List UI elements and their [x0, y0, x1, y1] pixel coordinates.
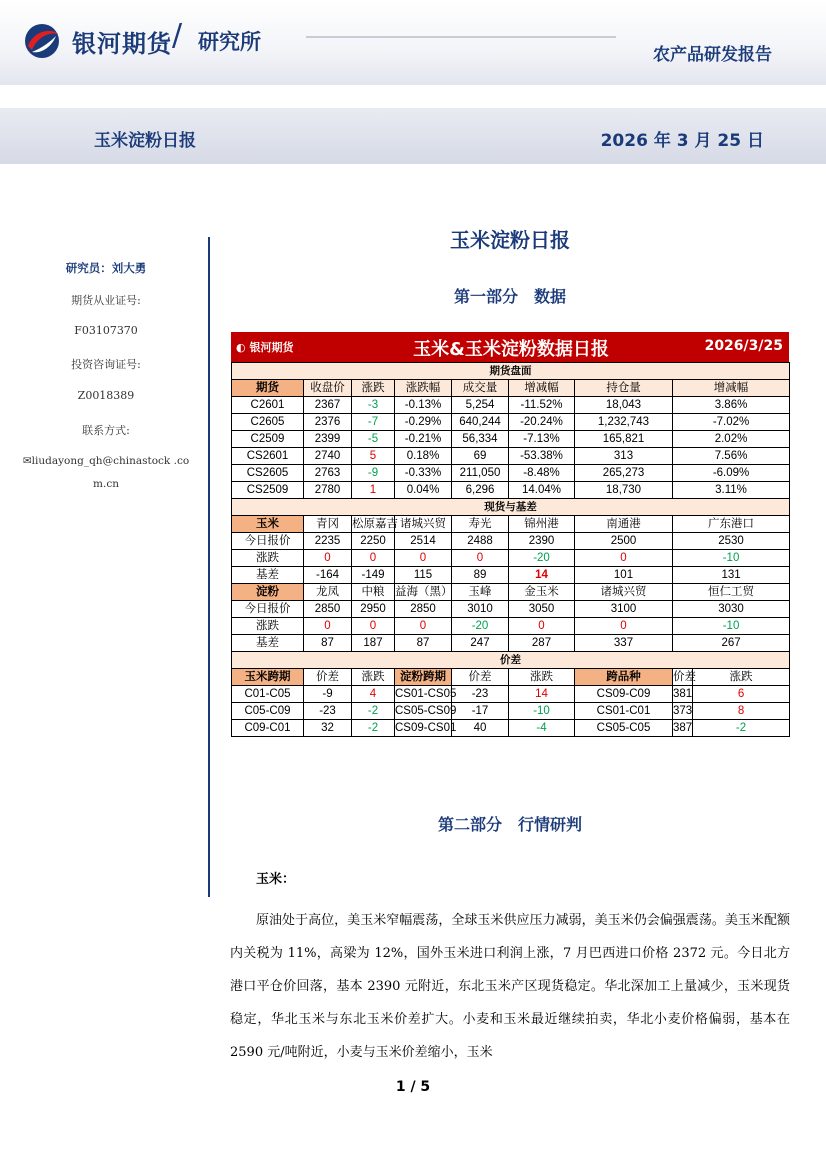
email-line[interactable] [10, 455, 202, 467]
table-cell: -9 [352, 465, 395, 482]
table-cell: 2250 [352, 533, 395, 550]
table-title: 玉米&玉米淀粉数据日报 [413, 339, 609, 360]
change-row [232, 550, 790, 567]
table-cell: 诸城兴贸 [575, 584, 673, 601]
section-1-title: 第一部分 数据 [453, 287, 566, 306]
header-divider [306, 36, 616, 38]
table-cell: 0 [575, 618, 673, 635]
table-cell: 267 [673, 635, 790, 652]
spread-row [232, 703, 790, 720]
table-cell: 寿光 [452, 516, 509, 533]
table-cell: 287 [509, 635, 575, 652]
band-title: 玉米淀粉日报 [94, 131, 196, 151]
table-cell: -23 [304, 703, 352, 720]
table-cell: 2390 [509, 533, 575, 550]
logo-slash: / [172, 18, 183, 53]
price-row [232, 533, 790, 550]
section-2-title: 第二部分 行情研判 [437, 815, 582, 834]
table-cell: 8 [693, 703, 790, 720]
table-cell: CS2509 [232, 482, 304, 499]
table-cell: 龙凤 [304, 584, 352, 601]
table-cell: 中粮 [352, 584, 395, 601]
table-cell: -8.48% [509, 465, 575, 482]
corn-subheading: 玉米： [256, 872, 296, 887]
table-cell: -5 [352, 431, 395, 448]
data-grid [231, 362, 790, 737]
table-cell: 0 [352, 618, 395, 635]
table-cell: 诸城兴贸 [395, 516, 452, 533]
table-cell: 89 [452, 567, 509, 584]
table-cell: 增减幅 [673, 380, 790, 397]
data-table [231, 332, 789, 737]
table-cell: 247 [452, 635, 509, 652]
table-cell: -7 [352, 414, 395, 431]
futures-row [232, 482, 790, 499]
table-cell: 2488 [452, 533, 509, 550]
band-date: 2026 年 3 月 25 日 [600, 131, 764, 151]
table-cell: 玉米跨期 [232, 669, 304, 686]
table-cell: CS2605 [232, 465, 304, 482]
table-cell: 2950 [352, 601, 395, 618]
table-cell: 价差 [304, 669, 352, 686]
table-cell: -7.02% [673, 414, 790, 431]
price-row [232, 601, 790, 618]
table-cell: 6,296 [452, 482, 509, 499]
table-cell: 5,254 [452, 397, 509, 414]
logo-department: 研究所 [198, 30, 261, 54]
table-cell: 今日报价 [232, 533, 304, 550]
table-cell: 387 [673, 720, 693, 737]
spot-section-bar: 现货与基差 [232, 499, 790, 516]
table-cell: 0 [395, 618, 452, 635]
table-cell: 涨跌 [693, 669, 790, 686]
table-cell: 2399 [304, 431, 352, 448]
table-cell: -20.24% [509, 414, 575, 431]
futures-row [232, 431, 790, 448]
table-cell: 313 [575, 448, 673, 465]
table-cell: 0.18% [395, 448, 452, 465]
table-cell: 165,821 [575, 431, 673, 448]
table-cell: -11.52% [509, 397, 575, 414]
table-cell: -6.09% [673, 465, 790, 482]
futures-bar-row [232, 363, 790, 380]
mail-icon: ✉ [22, 455, 32, 467]
table-cell: 基差 [232, 567, 304, 584]
license-label: 期货从业证号: [71, 294, 141, 307]
table-cell: 0 [575, 550, 673, 567]
table-cell: 87 [395, 635, 452, 652]
table-cell: 涨跌 [232, 550, 304, 567]
table-cell: 101 [575, 567, 673, 584]
table-cell: 期货 [232, 380, 304, 397]
table-cell: 3.86% [673, 397, 790, 414]
table-cell: 广东港口 [673, 516, 790, 533]
table-cell: 265,273 [575, 465, 673, 482]
advisor-number: Z0018389 [77, 389, 135, 402]
table-cell: -20 [452, 618, 509, 635]
basis-row [232, 567, 790, 584]
spread-header-row [232, 669, 790, 686]
table-cell: -10 [673, 618, 790, 635]
table-cell: 40 [452, 720, 509, 737]
document-title: 玉米淀粉日报 [450, 228, 570, 252]
email-text-1: liudayong_qh@chinastock .co [31, 455, 190, 467]
table-cell: 1 [352, 482, 395, 499]
table-cell: 益海（黑） [395, 584, 452, 601]
table-cell: -164 [304, 567, 352, 584]
table-cell: 锦州港 [509, 516, 575, 533]
table-cell: 增减幅 [509, 380, 575, 397]
table-cell: 2500 [575, 533, 673, 550]
table-cell: 87 [304, 635, 352, 652]
table-cell: CS09-C09 [575, 686, 673, 703]
spread-row [232, 720, 790, 737]
table-cell: -0.13% [395, 397, 452, 414]
galaxy-logo-icon [22, 22, 62, 60]
change-row [232, 618, 790, 635]
table-cell: CS05-C05 [575, 720, 673, 737]
table-cell: 0 [509, 618, 575, 635]
starch-header-row [232, 584, 790, 601]
table-cell: 松原嘉吉 [352, 516, 395, 533]
table-cell: -0.33% [395, 465, 452, 482]
table-cell: -10 [673, 550, 790, 567]
table-cell: 青冈 [304, 516, 352, 533]
table-cell: 18,730 [575, 482, 673, 499]
table-cell: -17 [452, 703, 509, 720]
table-cell: -10 [509, 703, 575, 720]
table-cell: 1,232,743 [575, 414, 673, 431]
table-cell: CS01-CS05 [395, 686, 452, 703]
advisor-label: 投资咨询证号: [71, 358, 141, 371]
table-cell: C01-C05 [232, 686, 304, 703]
table-cell: 381 [673, 686, 693, 703]
table-cell: 3050 [509, 601, 575, 618]
table-cell: 0 [395, 550, 452, 567]
table-cell: 211,050 [452, 465, 509, 482]
analysis-text: 原油处于高位，美玉米窄幅震荡，全球玉米供应压力减弱，美玉米仍会偏强震荡。美玉米配额内关税为 11%，高梁为 12%，国外玉米进口利润上涨，7 月巴西进口价格 2372 元。今日北方港口平仓价回落，基本 2390 元附近，东北玉米产区现货稳定。华北深加工上量减少，玉米现货稳定，华北玉米与东北玉米价差扩大。小麦和玉米最近继续拍卖，华北小麦价格偏弱，基本在 2590 元/吨附近，小麦与玉米价差缩小，玉米 [230, 913, 790, 1060]
table-cell: 2367 [304, 397, 352, 414]
table-cell: 2.02% [673, 431, 790, 448]
table-cell: 0 [304, 550, 352, 567]
table-cell: 18,043 [575, 397, 673, 414]
table-cell: -53.38% [509, 448, 575, 465]
table-cell: C09-C01 [232, 720, 304, 737]
table-cell: 14 [509, 567, 575, 584]
table-cell: 7.56% [673, 448, 790, 465]
table-cell: C2605 [232, 414, 304, 431]
futures-row [232, 465, 790, 482]
futures-row [232, 397, 790, 414]
table-cell: 南通港 [575, 516, 673, 533]
email-line-2: m.cn [93, 478, 119, 490]
table-cell: -0.29% [395, 414, 452, 431]
table-cell: CS01-C01 [575, 703, 673, 720]
table-badge: ◐ 银河期货 [236, 338, 311, 357]
table-cell: 价差 [452, 669, 509, 686]
spread-bar-row [232, 652, 790, 669]
table-cell: 0 [452, 550, 509, 567]
table-cell: 2514 [395, 533, 452, 550]
table-cell: 6 [693, 686, 790, 703]
table-cell: 3030 [673, 601, 790, 618]
table-cell: CS2601 [232, 448, 304, 465]
table-cell: 玉米 [232, 516, 304, 533]
table-cell: 2850 [304, 601, 352, 618]
table-cell: 淀粉 [232, 584, 304, 601]
table-cell: -7.13% [509, 431, 575, 448]
table-cell: 今日报价 [232, 601, 304, 618]
researcher: 研究员：刘大勇 [65, 261, 147, 275]
table-cell: 价差 [673, 669, 693, 686]
table-cell: 32 [304, 720, 352, 737]
table-cell: 640,244 [452, 414, 509, 431]
table-cell: 4 [352, 686, 395, 703]
spread-row [232, 686, 790, 703]
table-cell: 2780 [304, 482, 352, 499]
table-cell: 56,334 [452, 431, 509, 448]
table-cell: 187 [352, 635, 395, 652]
futures-header-row [232, 380, 790, 397]
license-number: F03107370 [74, 324, 138, 337]
table-cell: 14 [509, 686, 575, 703]
table-cell: 涨跌 [232, 618, 304, 635]
futures-section-bar: 期货盘面 [232, 363, 790, 380]
table-cell: 2763 [304, 465, 352, 482]
table-cell: 5 [352, 448, 395, 465]
table-cell: 0 [352, 550, 395, 567]
table-cell: 金玉米 [509, 584, 575, 601]
table-cell: 373 [673, 703, 693, 720]
table-cell: 涨跌幅 [395, 380, 452, 397]
table-cell: -2 [352, 703, 395, 720]
table-cell: 69 [452, 448, 509, 465]
table-cell: 淀粉跨期 [395, 669, 452, 686]
table-cell: 115 [395, 567, 452, 584]
table-cell: 3.11% [673, 482, 790, 499]
table-cell: 0 [304, 618, 352, 635]
table-cell: -2 [352, 720, 395, 737]
table-cell: 恒仁工贸 [673, 584, 790, 601]
table-cell: 收盘价 [304, 380, 352, 397]
table-cell: 14.04% [509, 482, 575, 499]
table-cell: -4 [509, 720, 575, 737]
report-type: 农产品研发报告 [653, 45, 772, 65]
page-number: 1 / 5 [395, 1079, 431, 1095]
basis-row [232, 635, 790, 652]
table-cell: C2601 [232, 397, 304, 414]
corn-header-row [232, 516, 790, 533]
table-cell: -23 [452, 686, 509, 703]
table-cell: 跨品种 [575, 669, 673, 686]
table-cell: 131 [673, 567, 790, 584]
table-cell: 2530 [673, 533, 790, 550]
futures-row [232, 414, 790, 431]
badge-logo-icon: ◐ [236, 341, 246, 354]
table-cell: C2509 [232, 431, 304, 448]
spot-bar-row [232, 499, 790, 516]
table-cell: 2235 [304, 533, 352, 550]
table-cell: 涨跌 [352, 380, 395, 397]
table-header-bar [231, 332, 789, 362]
table-cell: -3 [352, 397, 395, 414]
table-cell: CS05-CS09 [395, 703, 452, 720]
contact-label: 联系方式: [82, 424, 130, 437]
table-cell: 2850 [395, 601, 452, 618]
logo-text: 银河期货 [72, 30, 172, 58]
table-cell: -2 [693, 720, 790, 737]
spread-section-bar: 价差 [232, 652, 790, 669]
table-cell: 成交量 [452, 380, 509, 397]
table-cell: 持仓量 [575, 380, 673, 397]
table-cell: CS09-CS01 [395, 720, 452, 737]
table-cell: 基差 [232, 635, 304, 652]
table-cell: -20 [509, 550, 575, 567]
sidebar-rule [208, 237, 210, 897]
table-cell: 2740 [304, 448, 352, 465]
table-cell: -0.21% [395, 431, 452, 448]
table-cell: 涨跌 [509, 669, 575, 686]
table-cell: 3010 [452, 601, 509, 618]
table-cell: C05-C09 [232, 703, 304, 720]
table-cell: 3100 [575, 601, 673, 618]
table-date: 2026/3/25 [704, 338, 783, 354]
table-cell: -9 [304, 686, 352, 703]
table-cell: 2376 [304, 414, 352, 431]
table-cell: 0.04% [395, 482, 452, 499]
table-cell: 玉峰 [452, 584, 509, 601]
futures-row [232, 448, 790, 465]
table-cell: -149 [352, 567, 395, 584]
analysis-paragraph [230, 904, 790, 1069]
table-cell: 337 [575, 635, 673, 652]
table-cell: 涨跌 [352, 669, 395, 686]
